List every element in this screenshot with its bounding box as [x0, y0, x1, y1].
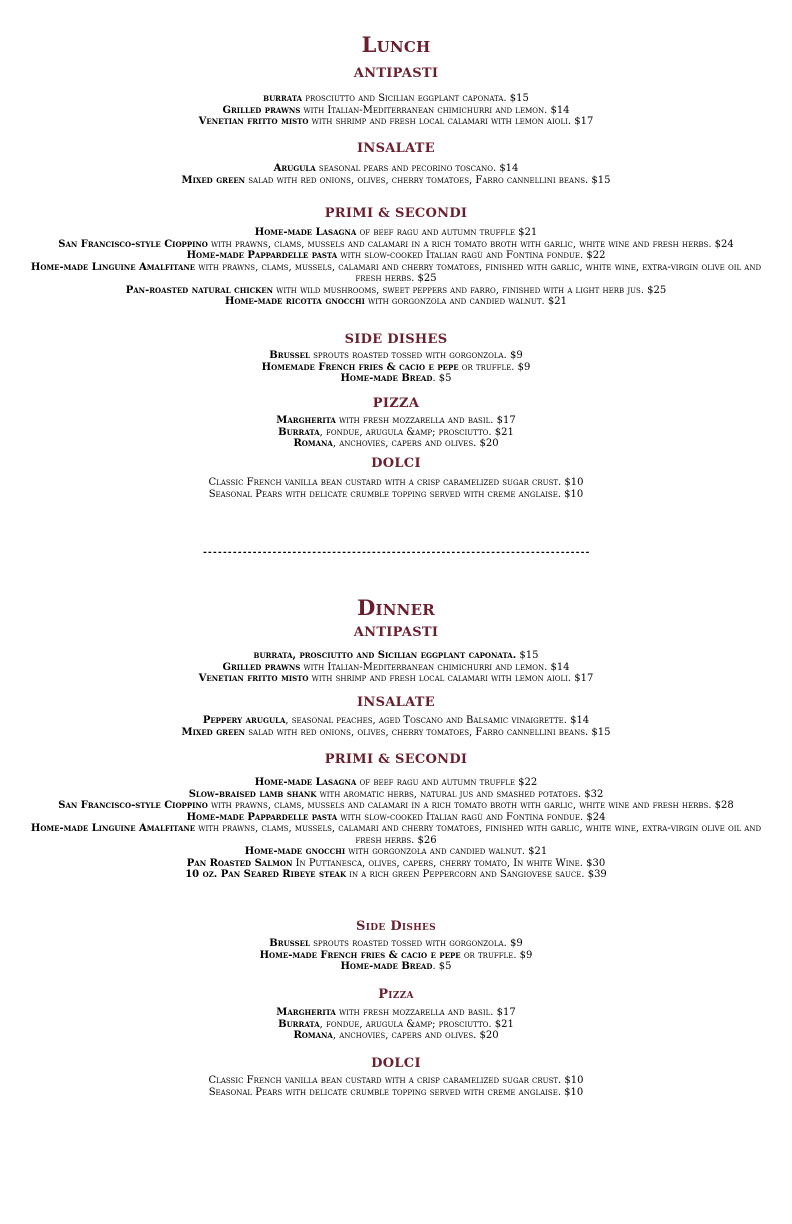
dinner-antipasti-heading: ANTIPASTI [353, 625, 439, 640]
dinner-insalate-heading: INSALATE [357, 695, 435, 710]
menu-item [30, 950, 762, 962]
menu-item-description: sprouts roasted tossed with gorgonzola. $9 [309, 938, 523, 949]
menu-item [30, 163, 762, 175]
dinner-pizza-heading: Pizza [378, 987, 414, 1002]
menu-item-description: Classic French vanilla bean custard with a crisp caramelized sugar crust. $10 [208, 477, 584, 488]
menu-item [30, 1030, 762, 1042]
menu-item-description: with Italian-Mediterranean chimichurri and lemon. $14 [300, 661, 570, 673]
menu-item-name: Home-made Linguine Amalfitane [30, 823, 196, 834]
menu-item-name: Peppery arugula [202, 715, 286, 726]
menu-item-description: , anchovies, capers and olives. $20 [332, 1030, 499, 1041]
menu-item-description: with prawns, clams, mussels, calamari and cherry tomatoes, finished with garlic, white wine, extra-virgin olive oil and fresh herbs. $25 [195, 261, 762, 284]
dinner-antipasti-list [30, 650, 762, 685]
dinner-primi-heading: PRIMI & SECONDI [324, 752, 468, 767]
menu-item [30, 789, 762, 801]
menu-item-description: Seasonal Pears with delicate crumble topping served with creme anglaise. $10 [208, 488, 584, 500]
menu-item-name: Grilled prawns [222, 104, 301, 116]
menu-item-name: Brussel [269, 350, 310, 361]
menu-item-name: burrata [263, 93, 303, 104]
menu-item-name: Burrata [278, 1018, 320, 1030]
menu-item [30, 350, 762, 362]
menu-item-description: with shrimp and fresh local calamari with lemon aioli. $17 [308, 116, 594, 127]
lunch-insalate-list [30, 163, 762, 186]
menu-item [30, 227, 762, 239]
menu-item [30, 373, 762, 385]
menu-item-description: seasonal pears and pecorino toscano. $14 [315, 163, 519, 174]
menu-item [30, 116, 762, 128]
menu-item [30, 175, 762, 187]
menu-item-description: , fondue, arugula &amp; prosciutto. $21 [319, 426, 514, 438]
menu-item-name: San Francisco-style Cioppino [58, 800, 208, 811]
menu-item-name: Home-made Lasagna [254, 227, 357, 238]
menu-item-description: , seasonal peaches, aged Toscano and Balsamic vinaigrette. $14 [285, 715, 590, 726]
menu-item-description: salad with red onions, olives, cherry tomatoes, Farro cannellini beans. $15 [245, 726, 611, 738]
menu-item [30, 1019, 762, 1031]
menu-item-description: with shrimp and fresh local calamari with lemon aioli. $17 [308, 673, 594, 684]
lunch-dolci-list [30, 477, 762, 500]
menu-item-name: Home-made French fries & cacio e pepe [259, 949, 461, 961]
dinner-primi-list [30, 777, 762, 881]
menu-item [30, 1087, 762, 1099]
menu-item-name: Brussel [269, 938, 310, 949]
lunch-antipasti-heading: ANTIPASTI [353, 66, 439, 81]
menu-item-description: with prawns, clams, mussels and calamari in a rich tomato broth with garlic, white wine and fresh herbs. $28 [207, 800, 734, 811]
menu-item-description: salad with red onions, olives, cherry tomatoes, Farro cannellini beans. $15 [245, 174, 611, 186]
menu-item-name: Venetian fritto misto [198, 116, 309, 127]
lunch-antipasti-list [30, 93, 762, 128]
menu-item [30, 489, 762, 501]
menu-item-description: or truffle. $9 [460, 949, 533, 961]
menu-item [30, 415, 762, 427]
menu-item-description: of beef ragu and autumn truffle $21 [356, 227, 538, 238]
menu-item [30, 812, 762, 824]
menu-item-name: 10 oz. Pan Seared Ribeye steak [185, 869, 347, 880]
lunch-insalate-heading: INSALATE [357, 141, 435, 156]
menu-item-description: , anchovies, capers and olives. $20 [332, 438, 499, 449]
menu-item-description: with wild mushrooms, sweet peppers and farro, finished with a light herb jus. $25 [273, 284, 667, 296]
lunch-pizza-list [30, 415, 762, 450]
menu-item-description: , fondue, arugula &amp; prosciutto. $21 [319, 1018, 514, 1030]
menu-item-description: Classic French vanilla bean custard with a crisp caramelized sugar crust. $10 [208, 1075, 584, 1086]
menu-item-description: of beef ragu and autumn truffle $22 [356, 777, 538, 788]
menu-item-name: Home-made Pappardelle pasta [186, 250, 338, 261]
menu-item-description: sprouts roasted tossed with gorgonzola. $9 [309, 350, 523, 361]
menu-item [30, 477, 762, 489]
menu-item-name: Venetian fritto misto [198, 673, 309, 684]
menu-item-description: with gorgonzola and candied walnut. $21 [364, 296, 567, 307]
dinner-pizza-list [30, 1007, 762, 1042]
menu-item-name: Home-made Linguine Amalfitane [30, 261, 196, 273]
menu-item-description: with aromatic herbs, natural jus and smashed potatoes. $32 [316, 788, 604, 800]
menu-item-name: Mixed green [181, 726, 246, 738]
menu-item-name: Pan-roasted natural chicken [125, 284, 273, 296]
menu-item-description: with fresh mozzarella and basil. $17 [335, 415, 516, 426]
lunch-side-heading: SIDE DISHES [344, 332, 448, 347]
menu-item [30, 438, 762, 450]
menu-item-name: Homemade French fries & cacio e pepe [261, 361, 459, 373]
menu-item [30, 938, 762, 950]
menu-item [30, 673, 762, 685]
menu-item-description: Seasonal Pears with delicate crumble topping served with creme anglaise. $10 [208, 1086, 584, 1098]
menu-item [30, 800, 762, 812]
menu-item-name: Pan Roasted Salmon [186, 857, 293, 869]
menu-item-name: Slow-braised lamb shank [188, 788, 317, 800]
menu-item [30, 296, 762, 308]
dinner-side-heading: Side Dishes [356, 919, 436, 934]
menu-item-description: In Puttanesca, olives, capers, cherry tomato, In white Wine. $30 [292, 857, 606, 869]
lunch-side-list [30, 350, 762, 385]
menu-item [30, 662, 762, 674]
menu-item-name: Romana [293, 438, 333, 449]
menu-item-description: with gorgonzola and candied walnut. $21 [345, 846, 548, 857]
menu-item-description: with slow-cooked Italian ragù and Fontina fondue. $24 [337, 811, 606, 823]
menu-item-description: with Italian-Mediterranean chimichurri and lemon. $14 [300, 104, 570, 116]
menu-item-name: Home-made ricotta gnocchi [225, 296, 365, 307]
menu-item [30, 427, 762, 439]
menu-item-name: Grilled prawns [222, 661, 301, 673]
dinner-title: Dinner [357, 595, 435, 620]
menu-item-description: $15 [516, 650, 539, 661]
menu-item-name: Home-made Bread [340, 373, 433, 384]
dinner-insalate-list [30, 715, 762, 738]
menu-item [30, 105, 762, 117]
menu-item [30, 262, 762, 285]
lunch-primi-list [30, 227, 762, 308]
menu-item [30, 727, 762, 739]
menu-item-description: . $5 [432, 373, 452, 384]
menu-item-name: Burrata [278, 426, 320, 438]
menu-item-description: in a rich green Peppercorn and Sangiovese sauce. $39 [346, 869, 607, 880]
menu-item [30, 93, 762, 105]
menu-item [30, 239, 762, 251]
menu-item-name: Home-made Pappardelle pasta [186, 811, 338, 823]
menu-item-description: with prawns, clams, mussels, calamari and cherry tomatoes, finished with garlic, white wine, extra-virgin olive oil and fresh herbs. $26 [195, 823, 762, 846]
lunch-title: Lunch [361, 32, 431, 57]
menu-item [30, 362, 762, 374]
lunch-dolci-heading: DOLCI [371, 456, 421, 471]
menu-item-description: or truffle. $9 [458, 361, 531, 373]
menu-item-description: . $5 [432, 961, 452, 972]
menu-item [30, 869, 762, 881]
menu-item [30, 777, 762, 789]
menu-item [30, 858, 762, 870]
menu-item-name: Margherita [276, 1007, 336, 1018]
menu-item [30, 823, 762, 846]
lunch-primi-heading: PRIMI & SECONDI [324, 206, 468, 221]
dinner-dolci-list [30, 1075, 762, 1098]
menu-item [30, 715, 762, 727]
menu-item [30, 285, 762, 297]
lunch-pizza-heading: PIZZA [372, 396, 420, 411]
menu-item [30, 846, 762, 858]
menu-item [30, 961, 762, 973]
section-divider: ------------------------------------------------------------------------------ [202, 548, 590, 558]
menu-item [30, 1007, 762, 1019]
menu-item-name: San Francisco-style Cioppino [58, 238, 208, 250]
menu-item-name: Mixed green [181, 174, 246, 186]
menu-item-name: Romana [293, 1030, 333, 1041]
menu-item-name: Home-made gnocchi [244, 846, 346, 857]
dinner-side-list [30, 938, 762, 973]
menu-item-description: with slow-cooked Italian ragù and Fontina fondue. $22 [337, 250, 606, 261]
menu-item-description: with fresh mozzarella and basil. $17 [335, 1007, 516, 1018]
menu-item-description: prosciutto and Sicilian eggplant caponata. $15 [302, 93, 529, 104]
menu-item [30, 650, 762, 662]
menu-item [30, 1075, 762, 1087]
menu-item-name: Home-made Bread [340, 961, 433, 972]
menu-item-name: burrata, prosciutto and Sicilian eggplant caponata. [253, 650, 517, 661]
menu-item-name: Arugula [273, 163, 316, 174]
menu-item-description: with prawns, clams, mussels and calamari in a rich tomato broth with garlic, white wine and fresh herbs. $24 [207, 238, 734, 250]
menu-item [30, 250, 762, 262]
dinner-dolci-heading: DOLCI [371, 1056, 421, 1071]
menu-item-name: Margherita [276, 415, 336, 426]
menu-item-name: Home-made Lasagna [254, 777, 357, 788]
